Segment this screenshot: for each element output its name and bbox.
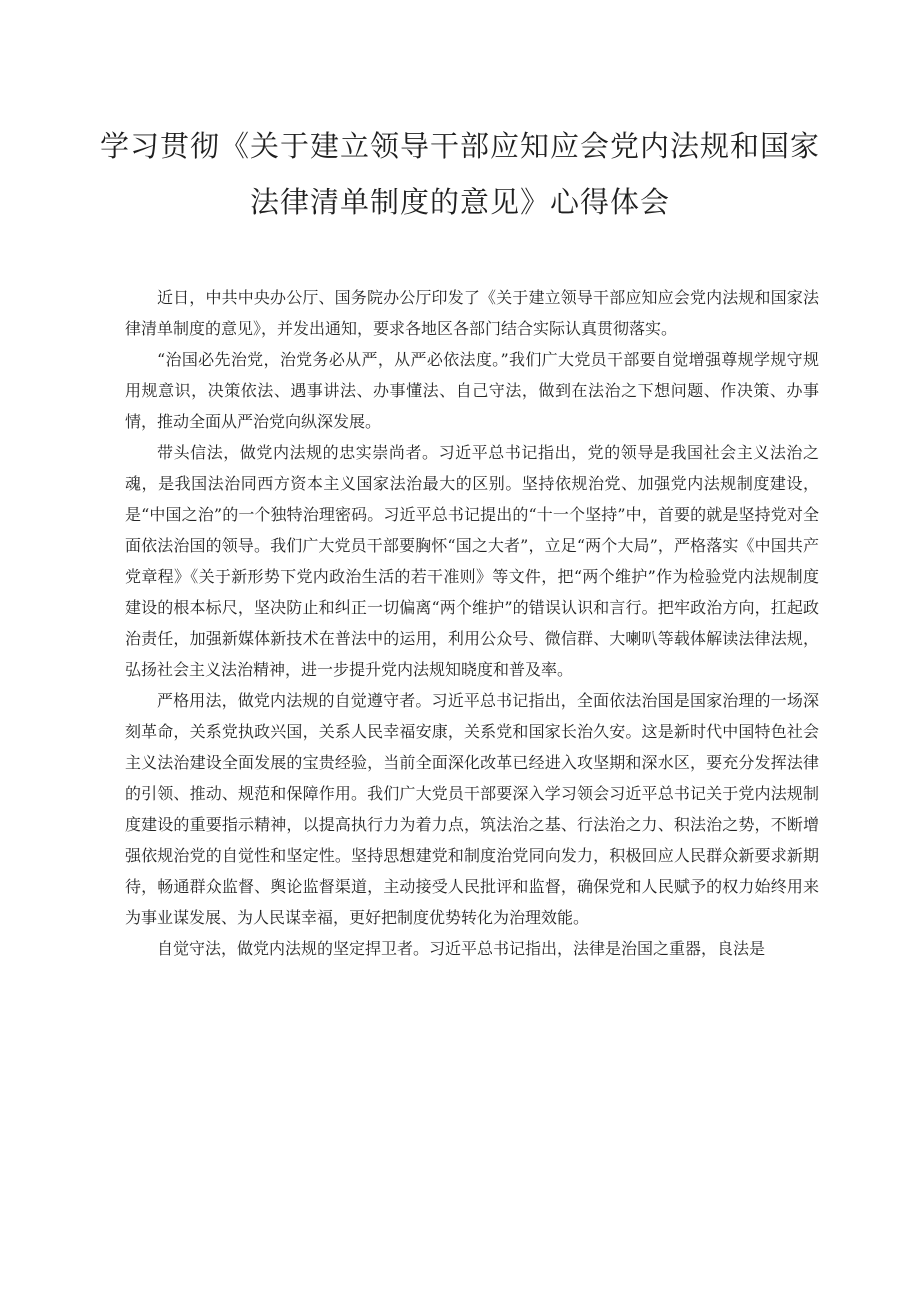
document-body bbox=[125, 282, 819, 964]
title-line-2: 法律清单制度的意见》心得体会 bbox=[249, 185, 670, 219]
paragraph-quote: “治国必先治党，治党务必从严，从严必依法度。”我们广大党员干部要自觉增强尊规学规守规用规意识，决策依法、遇事讲法、办事懂法、自己守法，做到在法治之下想问题、作决策、办事情，推动全面从严治党向纵深发展。 bbox=[125, 350, 819, 431]
paragraph-use-law: 严格用法，做党内法规的自觉遵守者。习近平总书记指出，全面依法治国是国家治理的一场深刻革命，关系党执政兴国，关系人民幸福安康，关系党和国家长治久安。这是新时代中国特色社会主义法治建设全面发展的宝贵经验，当前全面深化改革已经进入攻坚期和深水区，要充分发挥法律的引领、推动、规范和保障作用。我们广大党员干部要深入学习领会习近平总书记关于党内法规制度建设的重要指示精神，以提高执行力为着力点，筑法治之基、行法治之力、积法治之势，不断增强依规治党的自觉性和坚定性。坚持思想建党和制度治党同向发力，积极回应人民群众新要求新期待，畅通群众监督、舆论监督渠道，主动接受人民批评和监督，确保党和人民赋予的权力始终用来为事业谋发展、为人民谋幸福，更好把制度优势转化为治理效能。 bbox=[125, 691, 819, 927]
paragraph-intro: 近日，中共中央办公厅、国务院办公厅印发了《关于建立领导干部应知应会党内法规和国家法律清单制度的意见》，并发出通知，要求各地区各部门结合实际认真贯彻落实。 bbox=[125, 288, 819, 338]
paragraph-keep-law: 自觉守法，做党内法规的坚定捍卫者。习近平总书记指出，法律是治国之重器，良法是 bbox=[157, 939, 766, 958]
paragraph-believe-law: 带头信法，做党内法规的忠实崇尚者。习近平总书记指出，党的领导是我国社会主义法治之魂，是我国法治同西方资本主义国家法治最大的区别。坚持依规治党、加强党内法规制度建设，是“中国之治”的一个独特治理密码。习近平总书记提出的“十一个坚持”中，首要的就是坚持党对全面依法治国的领导。我们广大党员干部要胸怀“国之大者”，立足“两个大局”，严格落实《中国共产党章程》《关于新形势下党内政治生活的若干准则》等文件，把“两个维护”作为检验党内法规制度建设的根本标尺，坚决防止和纠正一切偏离“两个维护”的错误认识和言行。把牢政治方向，扛起政治责任，加强新媒体新技术在普法中的运用，利用公众号、微信群、大喇叭等载体解读法律法规，弘扬社会主义法治精神，进一步提升党内法规知晓度和普及率。 bbox=[125, 443, 819, 679]
title-line-1: 学习贯彻《关于建立领导干部应知应会党内法规和国家 bbox=[100, 129, 821, 163]
document-title bbox=[100, 118, 820, 230]
